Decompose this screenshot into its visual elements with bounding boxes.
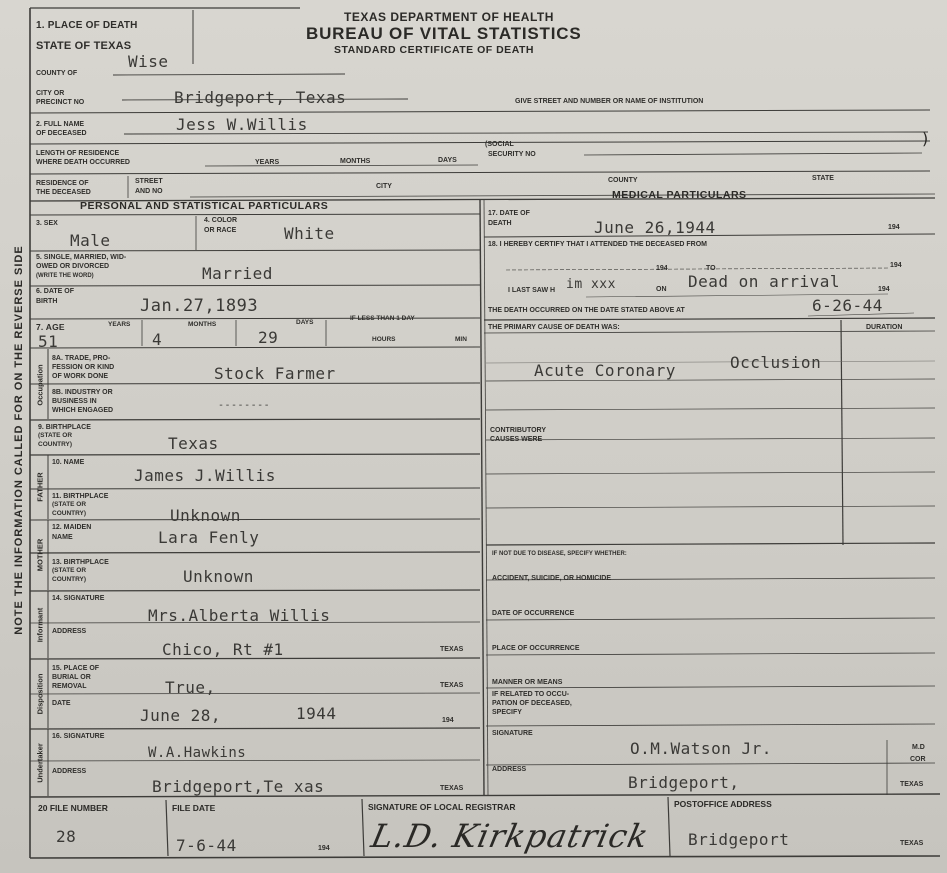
age-years-value: 51 — [38, 332, 59, 351]
father-group-label: FATHER — [35, 472, 45, 502]
burial-place-value: True, — [165, 678, 216, 697]
industry-label-3: WHICH ENGAGED — [52, 407, 114, 414]
physician-texas-label: TEXAS — [900, 781, 924, 788]
less-than-day-label: IF LESS THAN 1 DAY — [350, 315, 415, 322]
undertaker-group-label: Undertaker — [35, 743, 45, 783]
bureau-title: BUREAU OF VITAL STATISTICS — [306, 24, 582, 43]
race-label: 4. COLOR — [204, 217, 238, 224]
date-of-death-label: 17. DATE OF — [488, 210, 530, 217]
certificate-title: STANDARD CERTIFICATE OF DEATH — [334, 44, 534, 56]
md-label: M.D — [912, 744, 925, 751]
state-res-label: STATE — [812, 175, 834, 182]
file-date-label: FILE DATE — [172, 803, 216, 813]
on-label: ON — [656, 286, 667, 293]
primary-cause-label: THE PRIMARY CAUSE OF DEATH WAS: — [488, 324, 620, 331]
father-birthplace-value: Unknown — [170, 506, 241, 525]
burial-texas-label: TEXAS — [440, 682, 464, 689]
industry-label: 8B. INDUSTRY OR — [52, 389, 113, 396]
trade-label: 8A. TRADE, PRO- — [52, 355, 111, 362]
death-time-value: 6-26-44 — [812, 296, 883, 315]
file-number-label: 20 FILE NUMBER — [38, 803, 108, 813]
full-name-value: Jess W.Willis — [176, 115, 308, 134]
father-name-label: 10. NAME — [52, 459, 85, 466]
postoffice-value: Bridgeport — [688, 830, 790, 849]
department-title: TEXAS DEPARTMENT OF HEALTH — [344, 10, 554, 24]
dob-label-2: BIRTH — [36, 298, 58, 305]
marital-value: Married — [202, 264, 273, 283]
not-disease-label: IF NOT DUE TO DISEASE, SPECIFY WHETHER: — [492, 551, 627, 557]
place-of-death-label: 1. PLACE OF DEATH — [36, 20, 138, 31]
mother-birthplace-label-2: (STATE OR — [52, 567, 87, 574]
mother-birthplace-value: Unknown — [183, 567, 254, 586]
county-res-label: COUNTY — [608, 177, 638, 184]
burial-194-label: 194 — [442, 717, 454, 724]
min-label: MIN — [455, 336, 467, 343]
related-label-3: SPECIFY — [492, 709, 522, 716]
length-residence-label: LENGTH OF RESIDENCE — [36, 150, 120, 157]
father-birthplace-label-3: COUNTRY) — [52, 510, 87, 517]
birthplace-label-2: (STATE OR — [38, 432, 73, 439]
months-label: MONTHS — [340, 158, 371, 165]
full-name-label: 2. FULL NAME — [36, 121, 85, 128]
age-months-label: MONTHS — [188, 321, 217, 328]
undertaker-signature-value: W.A.Hawkins — [148, 745, 247, 761]
undertaker-address-value: Bridgeport,Te xas — [152, 777, 325, 796]
county-value: Wise — [128, 52, 169, 71]
age-days-label: DAYS — [296, 319, 314, 326]
informant-signature-value: Mrs.Alberta Willis — [148, 606, 331, 625]
social-security-label-2: SECURITY NO — [488, 151, 536, 158]
father-birthplace-label: 11. BIRTHPLACE — [52, 493, 109, 500]
state-of-texas-label: STATE OF TEXAS — [36, 40, 132, 52]
hours-label: HOURS — [372, 336, 396, 343]
last-saw-194-label: 194 — [878, 286, 890, 293]
undertaker-address-label: ADDRESS — [52, 768, 87, 775]
file-date-value: 7-6-44 — [176, 836, 237, 855]
date-of-death-label-2: DEATH — [488, 220, 512, 227]
marital-label: 5. SINGLE, MARRIED, WID- — [36, 254, 127, 261]
disposition-group-label: Disposition — [35, 673, 45, 715]
trade-value: Stock Farmer — [214, 364, 336, 383]
file-number-value: 28 — [56, 827, 77, 846]
personal-section-title: PERSONAL AND STATISTICAL PARTICULARS — [80, 200, 329, 212]
age-months-value: 4 — [152, 330, 163, 349]
medical-section-title: MEDICAL PARTICULARS — [612, 189, 747, 201]
street-label: STREET — [135, 178, 163, 185]
informant-texas-label: TEXAS — [440, 646, 464, 653]
age-years-label: YEARS — [108, 321, 131, 328]
burial-label: 15. PLACE OF — [52, 665, 100, 672]
certify-label: 18. I HEREBY CERTIFY THAT I ATTENDED THE DECEASED FROM — [488, 241, 707, 248]
length-residence-label-2: WHERE DEATH OCCURRED — [36, 159, 130, 166]
accident-label: ACCIDENT, SUICIDE, OR HOMICIDE — [492, 575, 612, 582]
birthplace-value: Texas — [168, 434, 219, 453]
street-instruction: GIVE STREET AND NUMBER OR NAME OF INSTITUTION — [515, 98, 704, 105]
maiden-name-label-2: NAME — [52, 534, 73, 541]
manner-label: MANNER OR MEANS — [492, 679, 563, 686]
birthplace-label-3: COUNTRY) — [38, 441, 73, 448]
trade-label-3: OF WORK DONE — [52, 373, 108, 380]
primary-cause-value-1: Acute Coronary — [534, 361, 676, 380]
burial-date-value: June 28, — [140, 706, 222, 725]
sex-label: 3. SEX — [36, 220, 58, 227]
maiden-name-label: 12. MAIDEN — [52, 524, 92, 531]
years-label: YEARS — [255, 159, 280, 166]
cor-label: COR — [910, 756, 926, 763]
city-value: Bridgeport, Texas — [174, 88, 347, 107]
related-label: IF RELATED TO OCCU- — [492, 691, 570, 698]
mother-birthplace-label-3: COUNTRY) — [52, 576, 87, 583]
race-label-2: OR RACE — [204, 227, 237, 234]
father-name-value: James J.Willis — [134, 466, 276, 485]
dead-on-arrival-value: Dead on arrival — [688, 272, 840, 291]
residence-label: RESIDENCE OF — [36, 180, 89, 187]
duration-label: DURATION — [866, 324, 903, 331]
contributory-label-2: CAUSES WERE — [490, 436, 543, 443]
mother-maiden-value: Lara Fenly — [158, 528, 260, 547]
age-label: 7. AGE — [36, 322, 65, 332]
burial-label-2: BURIAL OR — [52, 674, 91, 681]
dob-label: 6. DATE OF — [36, 288, 74, 295]
contributory-label: CONTRIBUTORY — [490, 427, 546, 434]
industry-value: -------- — [218, 400, 271, 411]
social-security-label: (SOCIAL — [485, 141, 514, 148]
reverse-side-note: NOTE THE INFORMATION CALLED FOR ON THE REVERSE SIDE — [13, 245, 25, 635]
trade-label-2: FESSION OR KIND — [52, 364, 115, 371]
date-of-death-value: June 26,1944 — [594, 218, 716, 237]
physician-signature-label: SIGNATURE — [492, 730, 533, 737]
industry-label-2: BUSINESS IN — [52, 398, 97, 405]
informant-address-value: Chico, Rt #1 — [162, 640, 284, 659]
registrar-signature-label: SIGNATURE OF LOCAL REGISTRAR — [368, 802, 516, 812]
residence-label-2: THE DECEASED — [36, 189, 91, 196]
father-birthplace-label-2: (STATE OR — [52, 501, 87, 508]
marital-label-2: OWED OR DIVORCED — [36, 263, 110, 270]
full-name-label-2: OF DECEASED — [36, 130, 87, 137]
informant-address-label: ADDRESS — [52, 628, 87, 635]
birthplace-label: 9. BIRTHPLACE — [38, 424, 91, 431]
last-saw-value: im xxx — [566, 277, 616, 292]
dob-value: Jan.27,1893 — [140, 296, 259, 316]
place-occurrence-label: PLACE OF OCCURRENCE — [492, 645, 580, 652]
race-value: White — [284, 224, 335, 243]
undertaker-texas-label: TEXAS — [440, 785, 464, 792]
related-label-2: PATION OF DECEASED, — [492, 700, 572, 707]
age-days-value: 29 — [258, 328, 279, 347]
physician-signature-value: O.M.Watson Jr. — [630, 739, 772, 758]
certify-194-from: 194 — [656, 265, 668, 272]
file-date-194-label: 194 — [318, 845, 330, 852]
death-194-label: 194 — [888, 224, 900, 231]
sex-value: Male — [70, 231, 111, 250]
primary-cause-value-2: Occlusion — [730, 353, 822, 372]
and-no-label: AND NO — [135, 188, 163, 195]
death-occurred-label: THE DEATH OCCURRED ON THE DATE STATED ABOVE AT — [488, 307, 685, 314]
postoffice-label: POSTOFFICE ADDRESS — [674, 799, 772, 809]
undertaker-signature-label: 16. SIGNATURE — [52, 733, 105, 740]
date-occurrence-label: DATE OF OCCURRENCE — [492, 610, 575, 617]
occupation-group-label: Occupation — [35, 364, 45, 406]
burial-date-label: DATE — [52, 700, 71, 707]
mother-group-label: MOTHER — [35, 538, 45, 572]
certify-to-label: TO — [706, 265, 716, 272]
informant-signature-label: 14. SIGNATURE — [52, 595, 105, 602]
city-res-label: CITY — [376, 183, 392, 190]
physician-address-value: Bridgeport, — [628, 773, 740, 792]
precinct-label: PRECINCT NO — [36, 99, 85, 106]
death-certificate: NOTE THE INFORMATION CALLED FOR ON THE REVERSE SIDE TEXAS DEPARTMENT OF HEALTH BUREAU OF VITAL STATISTICS STANDARD CERTIFICATE OF DEATH 1. PLACE OF DEATH STATE OF TEXAS COUNTY OF Wise CITY OR PRECINCT NO Bridgeport, Texas GIVE STREET AND NUMBER OR NAME OF INSTITUTION 2. FULL NAME OF DECEASED Jess W.Willis LENGTH OF RESIDENCE WHERE DEATH OCCURRED YEARS MONTHS DAYS (SOCIAL SECURITY NO ) RESIDENCE OF THE DECEASED STREET AND NO CITY COUNTY STATE PERSONAL AND STATISTICAL PARTICULARS MEDICAL PARTICULARS 3. SEX Male 4. COLOR OR RACE White 5. SINGLE, MARRIED, WID- OWED OR DIVORCED (WRITE THE WORD) Married 6. DATE OF BIRTH Jan.27,1893 7. AGE YEARS MONTHS DAYS IF LESS THAN 1 DAY HOURS MIN 51 4 29 Occupation 8A. TRADE, PRO- FESSION OR KIND OF WORK DONE Stock Farmer 8B. INDUSTRY OR BUSINESS IN WHICH ENGAGED -------- 9. BIRTHPLACE (STATE OR COUNTRY) Texas FATHER 10. NAME James J.Willis 11. BIRTHPLACE (STATE OR COUNTRY) Unknown MOTHER 12. MAIDEN NAME Lara Fenly 13. BIRTHPLACE (STATE OR COUNTRY) Unknown Informant 14. SIGNATURE Mrs.Alberta Willis ADDRESS Chico, Rt #1 TEXAS Disposition 15. PLACE OF BURIAL OR REMOVAL True, TEXAS DATE June 28, 1944 194 Undertaker 16. SIGNATURE W.A.Hawkins ADDRESS Bridgeport,Te xas TEXAS 17. DATE OF DEATH June 26,1944 194 18. I HEREBY CERTIFY THAT I ATTENDED THE DECEASED FROM 194 TO 194 I LAST SAW H im xxx ON Dead on arrival 194 THE DEATH OCCURRED ON THE DATE STATED ABOVE AT 6-26-44 THE PRIMARY CAUSE OF DEATH WAS: DURATION Acute Coronary Occlusion CONTRIBUTORY CAUSES WERE IF NOT DUE TO DISEASE, SPECIFY WHETHER: ACCIDENT, SUICIDE, OR HOMICIDE DATE OF OCCURRENCE PLACE OF OCCURRENCE MANNER OR MEANS IF RELATED TO OCCU- PATION OF DECEASED, SPECIFY SIGNATURE O.M.Watson Jr. M.D COR ADDRESS Bridgeport, TEXAS 20 FILE NUMBER 28 FILE DATE 7-6-44 194 SIGNATURE OF LOCAL REGISTRAR L.D. Kirkpatrick POSTOFFICE ADDRESS Bridgeport TEXAS — [0, 0, 947, 873]
certify-194-to: 194 — [890, 262, 902, 269]
registrar-signature-value: L.D. Kirkpatrick — [367, 817, 653, 855]
last-saw-label: I LAST SAW H — [508, 287, 556, 294]
days-label: DAYS — [438, 157, 457, 164]
marital-label-3: (WRITE THE WORD) — [36, 273, 94, 279]
postoffice-texas-label: TEXAS — [900, 840, 924, 847]
mother-birthplace-label: 13. BIRTHPLACE — [52, 559, 109, 566]
burial-year-value: 1944 — [296, 704, 337, 723]
city-label: CITY OR — [36, 90, 65, 97]
burial-label-3: REMOVAL — [52, 683, 87, 690]
county-label: COUNTY OF — [36, 70, 78, 77]
physician-address-label: ADDRESS — [492, 766, 527, 773]
informant-group-label: Informant — [35, 607, 45, 643]
